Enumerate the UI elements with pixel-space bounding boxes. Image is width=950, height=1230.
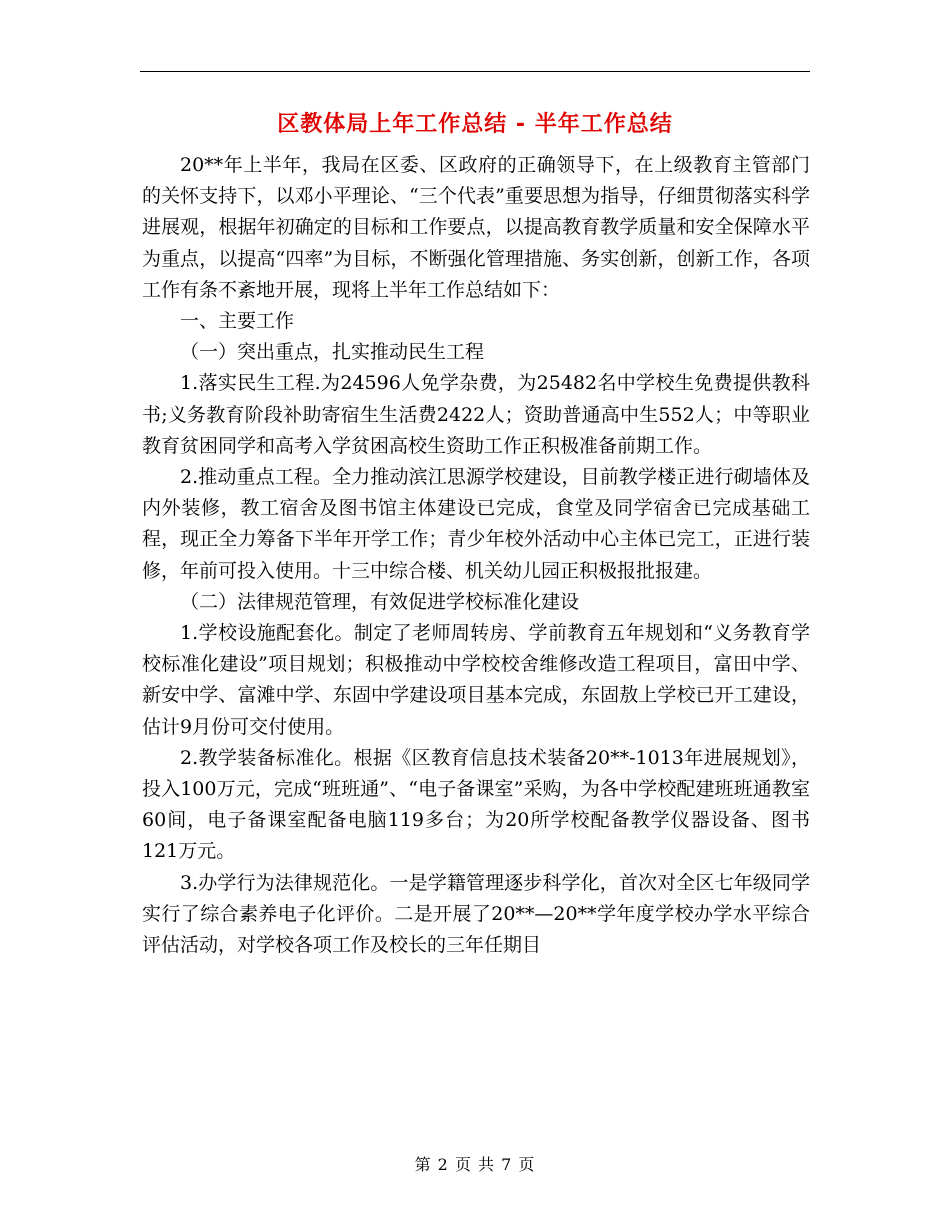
section-heading-main-work: 一、主要工作: [180, 310, 295, 333]
document-body: [142, 150, 810, 961]
subsection-heading-1: （一）突出重点，扎实推动民生工程: [180, 341, 485, 364]
document-title: 区教体局上年工作总结 - 半年工作总结: [277, 112, 673, 137]
subsection-heading-2: （二）法律规范管理，有效促进学校标准化建设: [180, 590, 580, 613]
paragraph-key-projects: 2.推动重点工程。全力推动滨江思源学校建设，目前教学楼正进行砌墙体及内外装修，教工宿舍及图书馆主体建设已完成，食堂及同学宿舍已完成基础工程，现正全力筹备下半年开学工作；青少年校外活动中心主体已完工，正进行装修，年前可投入使用。十三中综合楼、机关幼儿园正积极报批报建。: [142, 466, 810, 582]
intro-paragraph: 20**年上半年，我局在区委、区政府的正确领导下，在上级教育主管部门的关怀支持下，以邓小平理论、“三个代表”重要思想为指导，仔细贯彻落实科学进展观，根据年初确定的目标和工作要点，以提高教育教学质量和安全保障水平为重点，以提高“四率”为目标，不断强化管理措施、务实创新，创新工作，各项工作有条不紊地开展，现将上半年工作总结如下：: [142, 154, 810, 301]
header-rule: [140, 71, 810, 72]
page-number: 第 2 页 共 7 页: [414, 1155, 536, 1174]
paragraph-livelihood-projects: 1.落实民生工程.为24596人免学杂费，为25482名中学校生免费提供教科书;义务教育阶段补助寄宿生生活费2422人；资助普通高中生552人；中等职业教育贫困同学和高考入学贫困高校生资助工作正积极准备前期工作。: [142, 372, 810, 457]
paragraph-conduct: 3.办学行为法律规范化。一是学籍管理逐步科学化，首次对全区七年级同学实行了综合素养电子化评价。二是开展了20**—20**学年度学校办学水平综合评估活动，对学校各项工作及校长的三年任期目: [142, 871, 810, 957]
paragraph-equipment: 2.教学装备标准化。根据《区教育信息技术装备20**-1013年进展规划》，投入100万元，完成“班班通”、“电子备课室”采购，为各中学校配建班班通教室60间，电子备课室配备电脑119多台；为20所学校配备教学仪器设备、图书121万元。: [142, 746, 810, 863]
paragraph-facilities: 1.学校设施配套化。制定了老师周转房、学前教育五年规划和“义务教育学校标准化建设”项目规划；积极推动中学校校舍维修改造工程项目，富田中学、新安中学、富滩中学、东固中学建设项目基本完成，东固敖上学校已开工建设，估计9月份可交付使用。: [142, 622, 810, 738]
